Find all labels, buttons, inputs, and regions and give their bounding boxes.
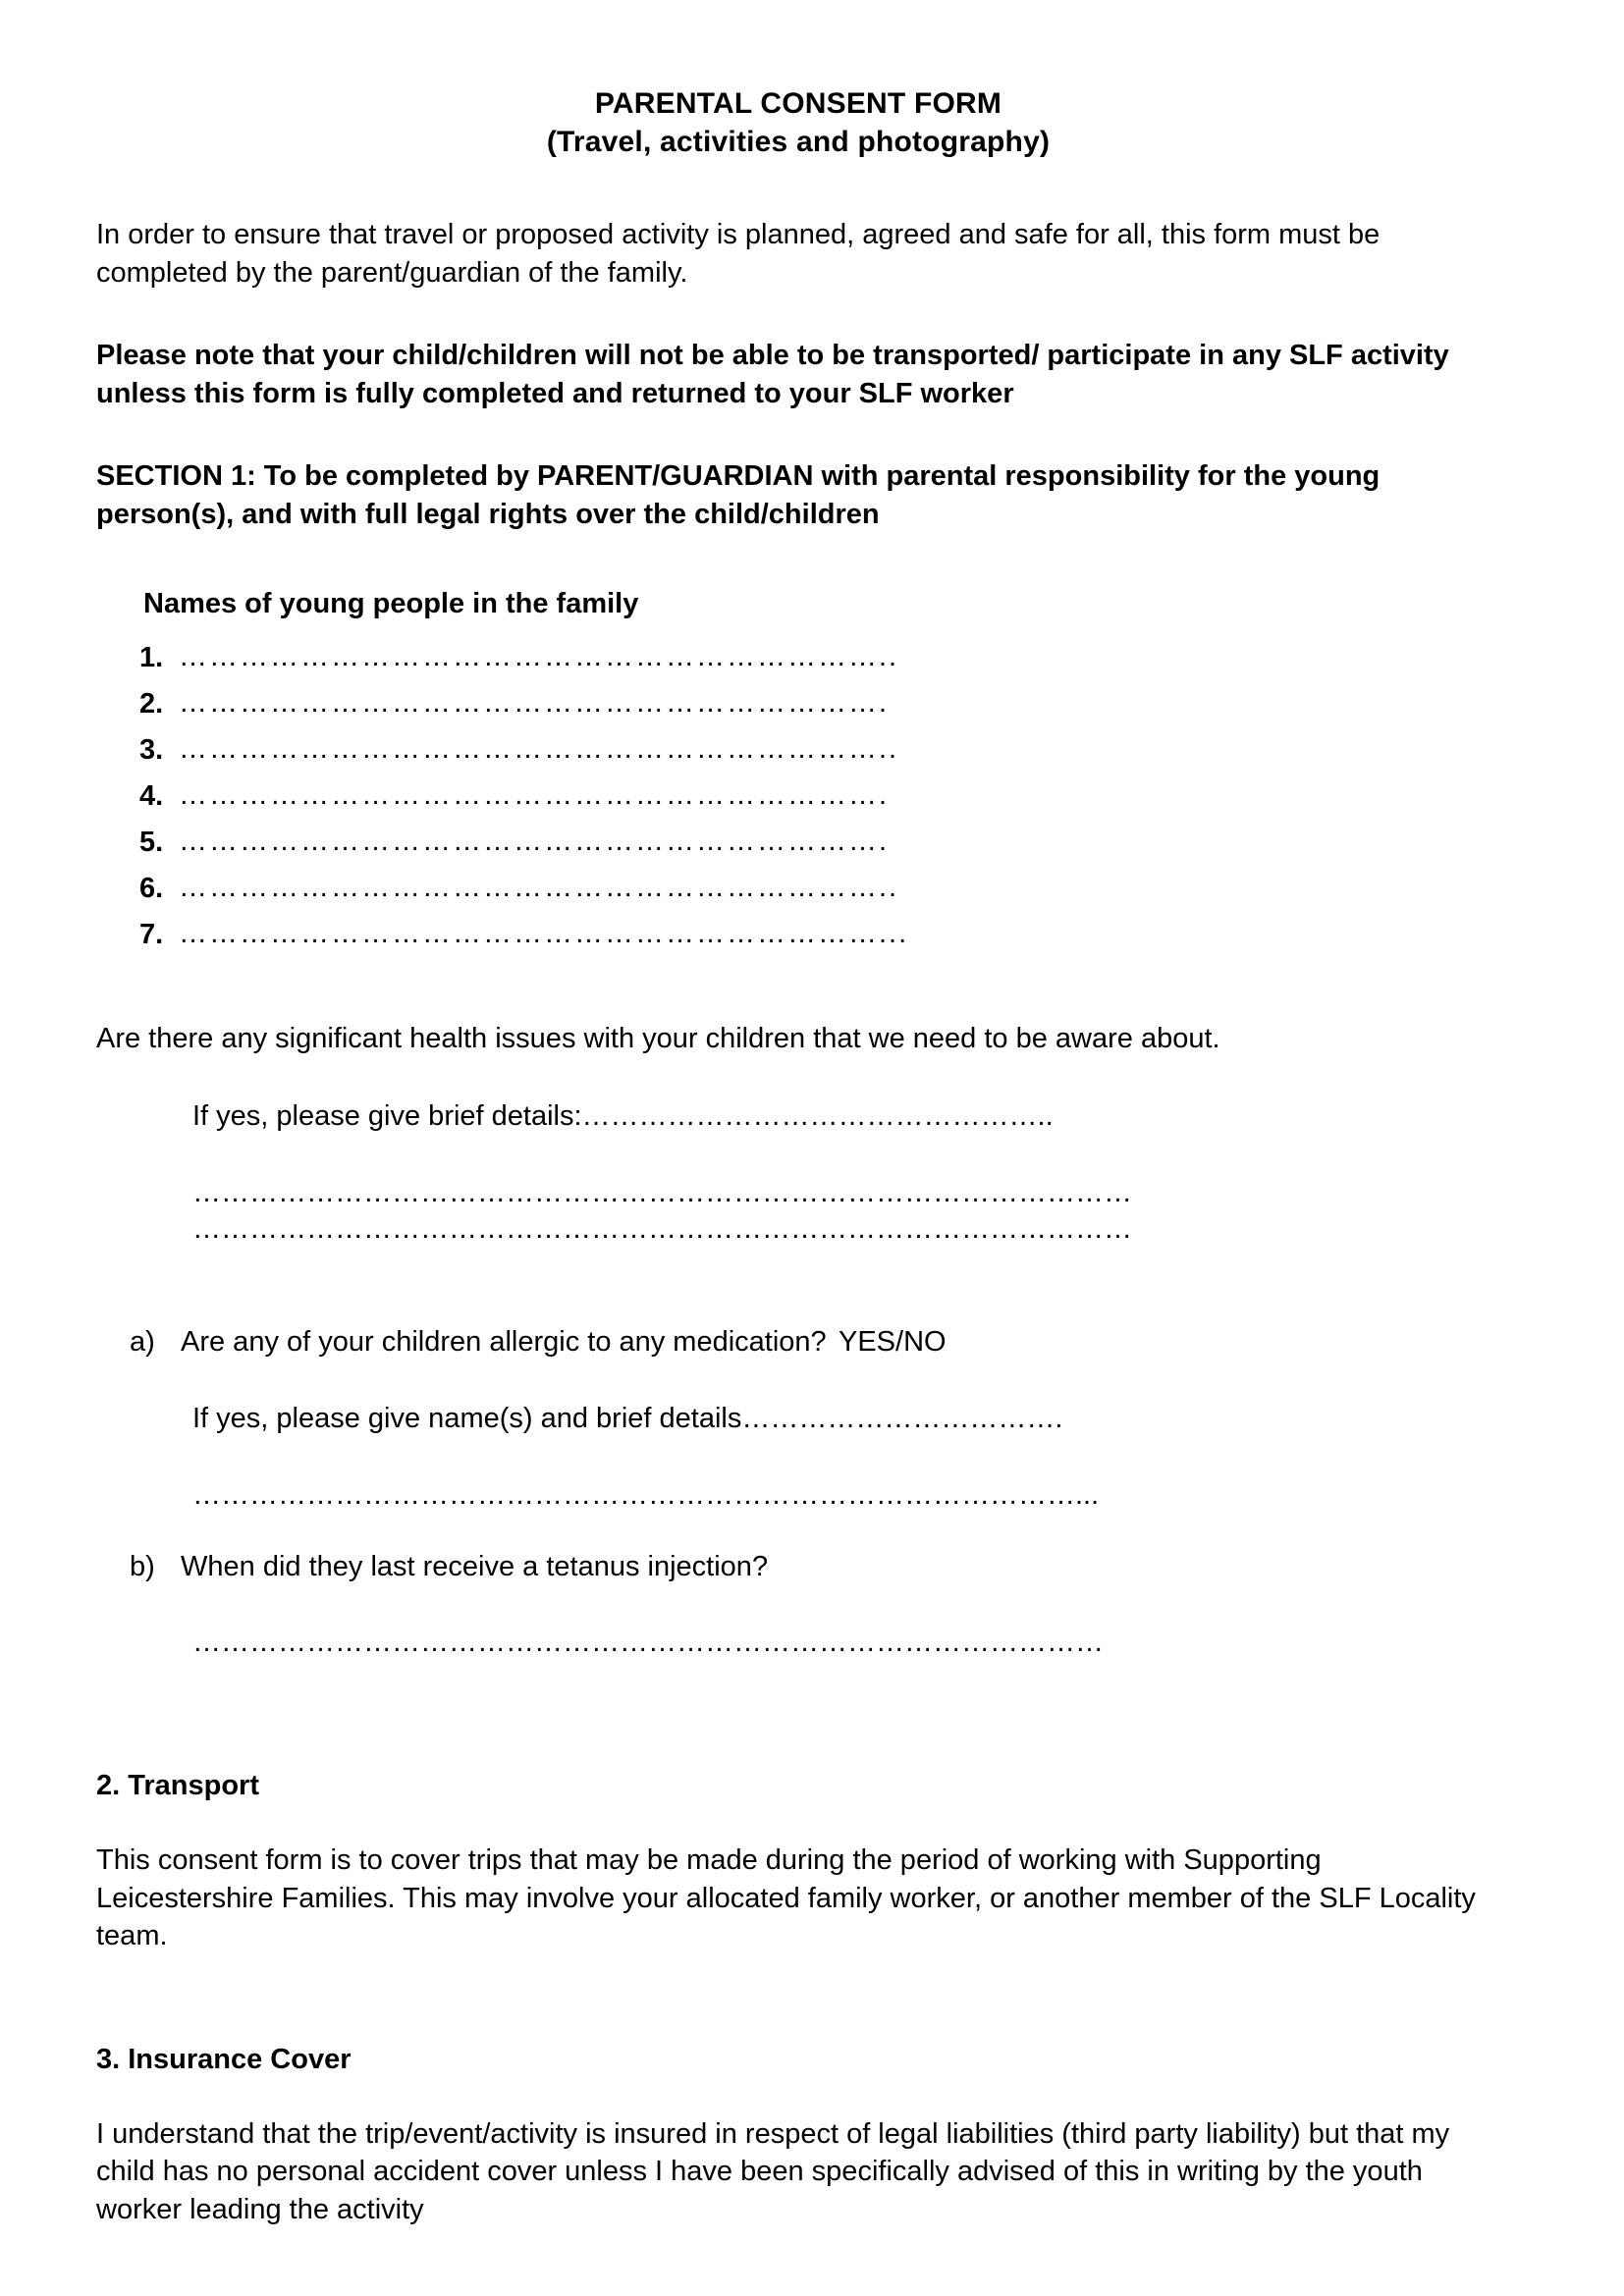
name-input-line[interactable]: ……………………………………………………………..: [179, 872, 899, 904]
list-item[interactable]: [96, 919, 1490, 951]
names-list: [96, 642, 1490, 951]
section-1-heading: SECTION 1: To be completed by PARENT/GUARDIAN with parental responsibility for the young person(s), and with full legal rights over the child/children: [96, 460, 1380, 530]
yes-no-option[interactable]: YES/NO: [839, 1325, 947, 1358]
list-item[interactable]: [96, 873, 1490, 905]
question-a-text-wrap: [181, 1323, 1490, 1362]
intro-paragraph: In order to ensure that travel or proposed activity is planned, agreed and safe for all, this form must be completed by the parent/guardian of the family.: [96, 219, 1380, 289]
name-input-line[interactable]: …………………………………………………………….: [179, 687, 890, 720]
name-input-line[interactable]: ……………………………………………………………..: [179, 641, 899, 673]
question-a-text: Are any of your children allergic to any medication?: [181, 1325, 827, 1358]
list-item-number: 6.: [139, 873, 164, 905]
question-b-marker: b): [130, 1550, 155, 1582]
list-item[interactable]: [96, 780, 1490, 813]
list-item-number: 7.: [139, 919, 164, 951]
title-line-2: (Travel, activities and photography): [546, 126, 1051, 158]
list-item-number: 4.: [139, 780, 164, 813]
document-content: [96, 84, 1490, 2228]
health-details-prompt[interactable]: If yes, please give brief details:…………………………………………..: [192, 1099, 1054, 1132]
health-blank-line-1[interactable]: ………………………………………………………………………………………: [192, 1176, 1132, 1208]
list-item[interactable]: [96, 734, 1490, 767]
question-b-blank-line[interactable]: ……………………………………………………………………………………: [192, 1627, 1104, 1659]
question-a-blank-line[interactable]: …………………………………………………………………………………...: [192, 1479, 1100, 1511]
list-item-number: 3.: [139, 734, 164, 767]
health-blank-line-2[interactable]: ………………………………………………………………………………………: [192, 1213, 1132, 1246]
section-3-body: I understand that the trip/event/activity is insured in respect of legal liabilities (third party liability) but that my child has no personal accident cover unless I have been specifically advised of this in writing by the youth worker leading the activity: [96, 2117, 1450, 2225]
section-2-heading: 2. Transport: [96, 1769, 259, 1801]
list-item-number: 1.: [139, 642, 164, 674]
section-2-body: This consent form is to cover trips that may be made during the period of working with Supporting Leicestershire Families. This may involve your allocated family worker, or another member of the SLF Locality team.: [96, 1843, 1476, 1952]
name-input-line[interactable]: ……………………………………………………………...: [179, 918, 909, 950]
question-a-marker: a): [130, 1325, 155, 1358]
notice-paragraph: Please note that your child/children will not be able to be transported/ participate in any SLF activity unless this form is fully completed and returned to your SLF worker: [96, 340, 1449, 409]
section-3-heading: 3. Insurance Cover: [96, 2043, 352, 2075]
list-item-number: 2.: [139, 688, 164, 721]
list-item-number: 5.: [139, 827, 164, 859]
title-line-1: PARENTAL CONSENT FORM: [594, 87, 1002, 120]
question-a: [96, 1323, 1490, 1362]
names-heading: Names of young people in the family: [143, 588, 639, 620]
question-b-text: When did they last receive a tetanus injection?: [181, 1550, 769, 1582]
list-item[interactable]: [96, 827, 1490, 859]
health-question: Are there any significant health issues with your children that we need to be aware about.: [96, 1023, 1220, 1055]
list-item[interactable]: [96, 688, 1490, 721]
name-input-line[interactable]: …………………………………………………………….: [179, 826, 890, 858]
page-title: [96, 84, 1490, 161]
name-input-line[interactable]: …………………………………………………………….: [179, 779, 890, 812]
list-item[interactable]: [96, 642, 1490, 674]
question-b: [96, 1548, 1490, 1586]
name-input-line[interactable]: ……………………………………………………………..: [179, 733, 899, 766]
question-a-followup[interactable]: If yes, please give name(s) and brief details…………………………….: [192, 1403, 1063, 1435]
